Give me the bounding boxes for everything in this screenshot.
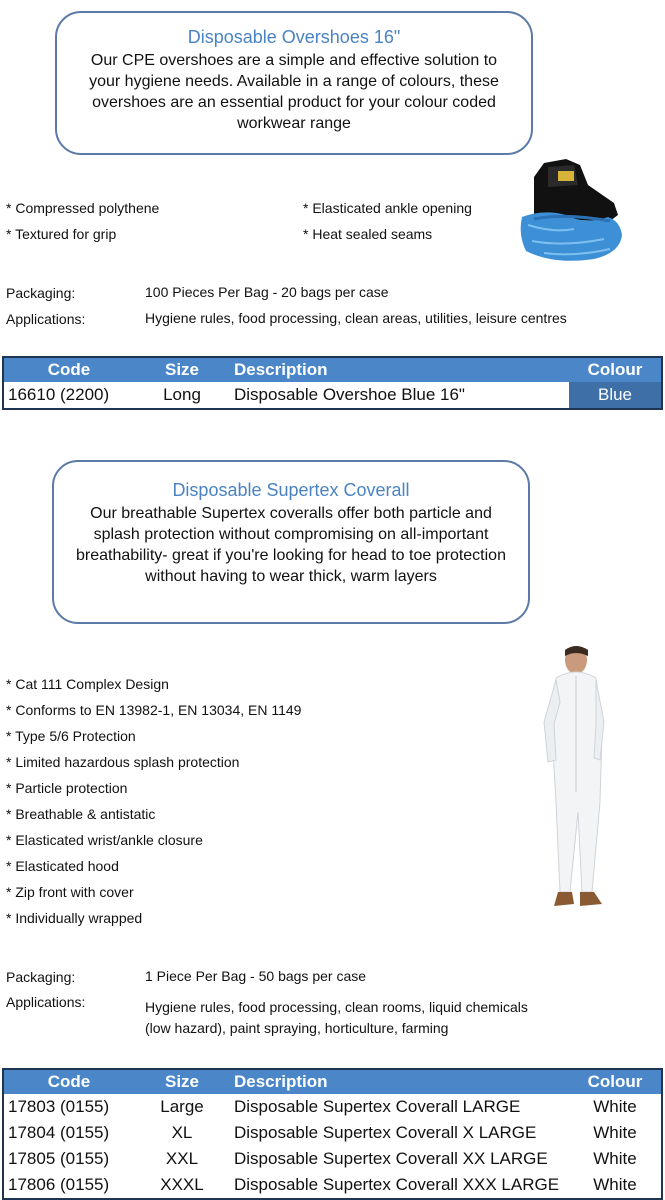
overshoes-product-table [2,356,663,410]
coverall-feature: * Limited hazardous splash protection [6,754,240,770]
overshoes-feature: * Heat sealed seams [303,226,433,242]
table-header-row [3,1069,662,1094]
column-header-size: Size [134,357,230,382]
cell-colour: Blue [569,382,662,409]
cell-colour: White [593,1149,637,1168]
overshoes-feature: * Compressed polythene [6,200,160,216]
coverall-packaging-value: 1 Piece Per Bag - 50 bags per case [145,968,367,984]
cell-code: 17803 (0155) [8,1097,110,1116]
coverall-feature: * Elasticated wrist/ankle closure [6,832,203,848]
overshoes-title: Disposable Overshoes 16" [187,27,401,47]
table-row [3,1146,662,1172]
coverall-feature: * Particle protection [6,780,128,796]
cell-description: Disposable Supertex Coverall LARGE [234,1097,521,1116]
overshoes-applications-label: Applications: [6,311,86,327]
overshoe-product-image [514,155,624,267]
column-header-colour: Colour [569,357,662,382]
cell-colour: White [593,1123,637,1142]
coverall-title: Disposable Supertex Coverall [172,480,410,500]
column-header-size: Size [134,1069,230,1094]
cell-colour: White [593,1175,637,1194]
cell-description: Disposable Supertex Coverall XX LARGE [234,1149,548,1168]
coverall-feature: * Zip front with cover [6,884,134,900]
coverall-applications-value [145,997,528,1039]
coverall-applications-line: Hygiene rules, food processing, clean rooms, liquid chemicals [145,999,528,1015]
coverall-product-table [2,1068,663,1200]
cell-size: Long [163,385,201,404]
cell-size: XXXL [160,1175,204,1194]
cell-code: 16610 (2200) [8,385,110,404]
coverall-feature: * Cat 111 Complex Design [6,676,169,692]
table-row [3,1172,662,1199]
cell-colour: White [593,1097,637,1116]
cell-code: 17804 (0155) [8,1123,110,1142]
cell-description: Disposable Overshoe Blue 16" [234,385,465,404]
table-row [3,382,662,409]
cell-description: Disposable Supertex Coverall X LARGE [234,1123,537,1142]
column-header-code: Code [3,357,134,382]
column-header-code: Code [3,1069,134,1094]
coverall-info-box [52,460,530,624]
overshoes-description: Our CPE overshoes are a simple and effective solution to your hygiene needs. Available in a range of colours, these overshoes are an essential product for your colour coded workwear range [89,52,499,132]
overshoes-packaging-label: Packaging: [6,285,76,301]
coverall-product-image [530,642,610,930]
cell-size: XL [171,1123,193,1142]
cell-size: XXL [165,1149,199,1168]
cell-description: Disposable Supertex Coverall XXX LARGE [234,1175,560,1194]
overshoes-feature: * Textured for grip [6,226,117,242]
column-header-description: Description [230,1069,569,1094]
coverall-feature: * Individually wrapped [6,910,143,926]
table-row [3,1094,662,1120]
overshoes-applications-value: Hygiene rules, food processing, clean areas, utilities, leisure centres [145,310,567,326]
coverall-packaging-label: Packaging: [6,969,76,985]
coverall-applications-line: (low hazard), paint spraying, horticulture, farming [145,1020,449,1036]
overshoes-packaging-value: 100 Pieces Per Bag - 20 bags per case [145,284,389,300]
coverall-feature: * Elasticated hood [6,858,119,874]
coverall-feature: * Conforms to EN 13982-1, EN 13034, EN 1149 [6,702,302,718]
cell-code: 17806 (0155) [8,1175,110,1194]
table-row [3,1120,662,1146]
cell-size: Large [160,1097,204,1116]
coverall-description: Our breathable Supertex coveralls offer both particle and splash protection without compromising on all-important breathability- great if you're looking for head to toe protection without having to wear thick, warm layers [76,505,506,585]
cell-code: 17805 (0155) [8,1149,110,1168]
column-header-colour: Colour [569,1069,662,1094]
overshoes-info-box [55,11,533,155]
coverall-feature: * Type 5/6 Protection [6,728,136,744]
overshoes-feature: * Elasticated ankle opening [303,200,472,216]
table-header-row [3,357,662,382]
coverall-applications-label: Applications: [6,994,86,1010]
column-header-description: Description [230,357,569,382]
coverall-feature: * Breathable & antistatic [6,806,156,822]
